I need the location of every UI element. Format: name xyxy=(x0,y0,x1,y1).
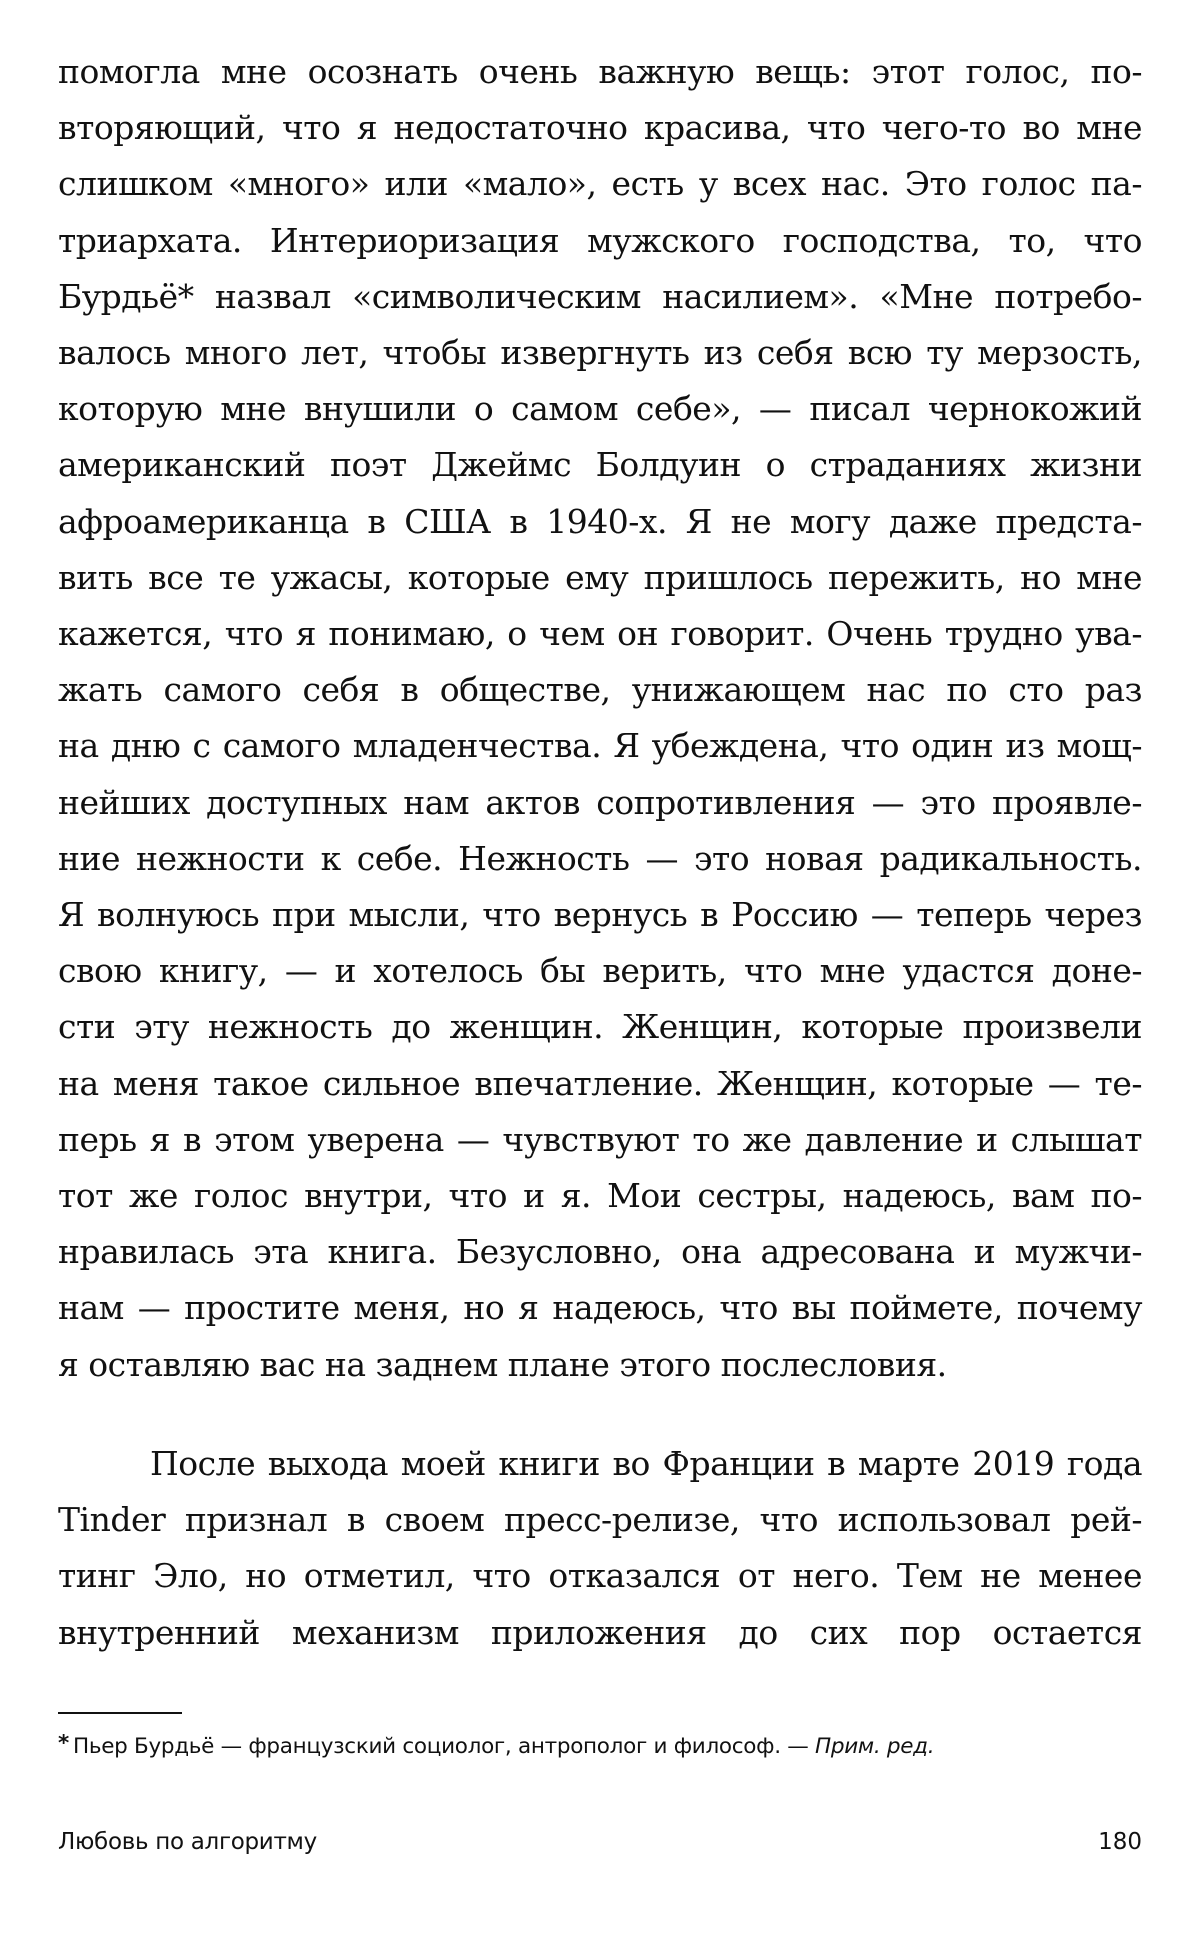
text-line: сти эту нежность до женщин. Женщин, которые произвели xyxy=(58,1007,1142,1047)
text-line: свою книгу, — и хотелось бы верить, что мне удастся доне- xyxy=(58,951,1142,991)
text-line: тинг Эло, но отметил, что отказался от него. Тем не менее xyxy=(58,1556,1142,1596)
paragraph-2 xyxy=(58,1436,1142,1661)
footnote-editor-note: Прим. ред. xyxy=(815,1734,935,1759)
text-line: Бурдьё* назвал «символическим насилием». «Мне потребо- xyxy=(58,276,1142,316)
text-line: вторяющий, что я недостаточно красива, что чего-то во мне xyxy=(58,108,1142,148)
text-line: внутренний механизм приложения до сих пор остается xyxy=(58,1612,1142,1652)
text-line: перь я в этом уверена — чувствуют то же давление и слышат xyxy=(58,1119,1142,1159)
text-line: слишком «много» или «мало», есть у всех нас. Это голос па- xyxy=(58,164,1142,204)
text-line: Я волнуюсь при мысли, что вернусь в Россию — теперь через xyxy=(58,895,1142,935)
text-line: вить все те ужасы, которые ему пришлось пережить, но мне xyxy=(58,557,1142,597)
text-line: я оставляю вас на заднем плане этого послесловия. xyxy=(58,1344,947,1384)
footnote-divider xyxy=(58,1712,182,1714)
text-line: кажется, что я понимаю, о чем он говорит. Очень трудно ува- xyxy=(58,614,1142,654)
text-line: тот же голос внутри, что и я. Мои сестры, надеюсь, вам по- xyxy=(58,1176,1142,1216)
text-line: нейших доступных нам актов сопротивления — это проявле- xyxy=(58,782,1142,822)
text-line: на меня такое сильное впечатление. Женщин, которые — те- xyxy=(58,1063,1142,1103)
text-line: афроамериканца в США в 1940-х. Я не могу даже предста- xyxy=(58,501,1142,541)
text-line: помогла мне осознать очень важную вещь: этот голос, по- xyxy=(58,52,1142,91)
text-line: американский поэт Джеймс Болдуин о страданиях жизни xyxy=(58,445,1142,485)
running-title: Любовь по алгоритму xyxy=(58,1829,317,1855)
footnote-text: Пьер Бурдьё — французский социолог, антрополог и философ. — xyxy=(72,1734,816,1759)
text-line: валось много лет, чтобы извергнуть из себя всю ту мерзость, xyxy=(58,333,1142,373)
footnote-marker: * xyxy=(58,1731,69,1756)
page-number: 180 xyxy=(1098,1829,1142,1855)
text-line: нам — простите меня, но я надеюсь, что вы поймете, почему xyxy=(58,1288,1142,1328)
text-line: Tinder признал в своем пресс-релизе, что использовал рей- xyxy=(58,1500,1142,1540)
text-line: на дню с самого младенчества. Я убеждена, что один из мощ- xyxy=(58,726,1142,766)
text-line: нравилась эта книга. Безусловно, она адресована и мужчи- xyxy=(58,1232,1142,1272)
text-line: триархата. Интериоризация мужского господства, то, что xyxy=(58,220,1142,260)
footnote xyxy=(58,1724,1142,1767)
text-line: жать самого себя в обществе, унижающем нас по сто раз xyxy=(58,670,1142,710)
text-line: После выхода моей книги во Франции в марте 2019 года xyxy=(150,1444,1142,1483)
text-line: ние нежности к себе. Нежность — это новая радикальность. xyxy=(58,838,1142,878)
paragraph-1 xyxy=(58,44,1142,1393)
text-line: которую мне внушили о самом себе», — писал чернокожий xyxy=(58,389,1142,429)
